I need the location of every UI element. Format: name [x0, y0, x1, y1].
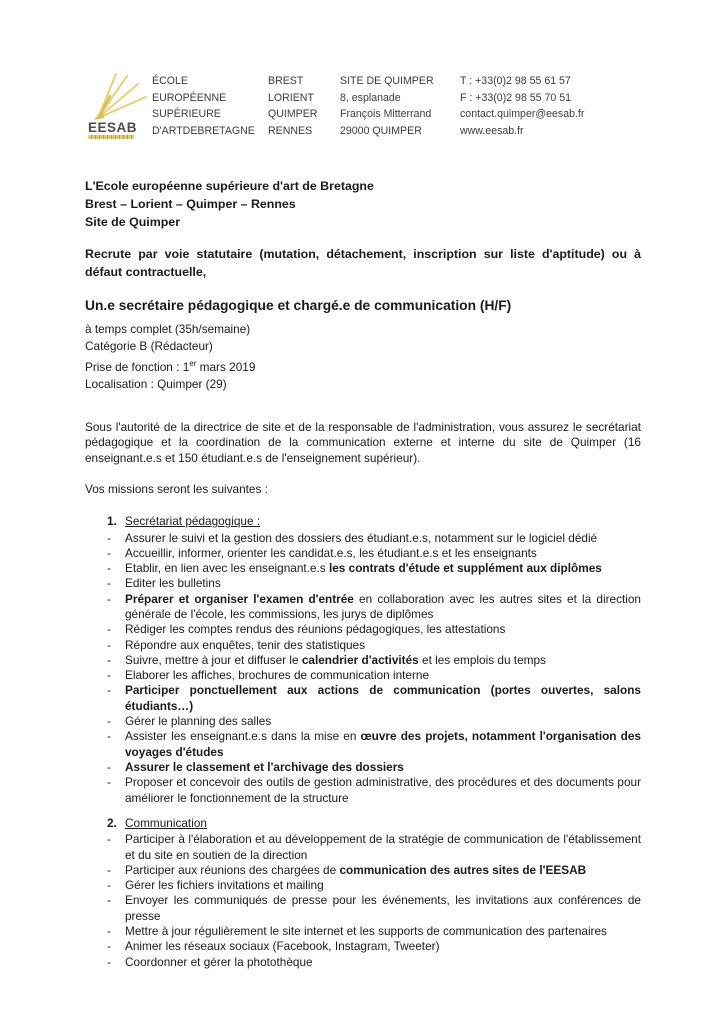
dash-bullet: - [107, 878, 111, 893]
mission-item-text [125, 683, 641, 714]
dash-bullet: - [107, 924, 111, 939]
text-run: Assurer le suivi et la gestion des dossiers des étudiant.e.s, notamment sur le logiciel dédié [125, 530, 598, 545]
letterhead-line: QUIMPER [268, 108, 318, 121]
dash-bullet: - [107, 652, 111, 667]
mission-item [85, 863, 641, 878]
section-title: Secrétariat pédagogique : [125, 514, 261, 529]
letterhead [0, 0, 724, 150]
mission-item-text [125, 878, 641, 893]
bold-text-run: les contrats d'étude et supplément aux diplômes [328, 561, 602, 576]
dash-bullet: - [107, 668, 111, 683]
job-detail-line [85, 338, 641, 355]
dash-bullet: - [107, 622, 111, 637]
text-run: Suivre, mettre à jour et diffuser le [125, 652, 302, 667]
letterhead-line: ÉCOLE [152, 75, 188, 87]
text-run: Animer les réseaux sociaux (Facebook, Instagram, Tweeter) [125, 939, 440, 954]
text-run: Envoyer les communiqués de presse pour les événements, les invitations aux conférences de presse [125, 893, 641, 923]
text-run: Assister les enseignant.e.s dans la mise en [125, 729, 361, 744]
section-number: 1. [107, 514, 117, 529]
text-run: Proposer et concevoir des outils de gestion administrative, des procédures et des documents pour améliorer le fonctionnement de la structure [125, 775, 641, 805]
mission-item [85, 622, 641, 637]
mission-item [85, 683, 641, 714]
letterhead-line: D'ARTDEBRETAGNE [152, 124, 255, 137]
letterhead-line: RENNES [268, 124, 313, 137]
letterhead-line: SUPÉRIEURE [152, 108, 221, 121]
text-run: Etablir, en lien avec les enseignant.e.s [125, 561, 329, 576]
text-run: Prise de fonction : 1 [85, 359, 190, 374]
text-run: et les emplois du temps [418, 652, 546, 667]
section-title: Communication [125, 815, 207, 830]
mission-item-text [125, 638, 641, 653]
dash-bullet: - [107, 545, 111, 560]
mission-item [85, 546, 641, 561]
document-body [85, 177, 641, 980]
text-run: Coordonner et gérer la photothèque [125, 954, 313, 969]
mission-item [85, 878, 641, 893]
text-run: Participer aux réunions des chargées de [125, 862, 340, 877]
dash-bullet: - [107, 683, 111, 698]
dash-bullet: - [107, 714, 111, 729]
mission-item [85, 832, 641, 863]
context-paragraph: Sous l'autorité de la directrice de site et de la responsable de l'administration, vous assurez le secrétariat pédagogique et la coordination de la communication externe et interne du site de Quimper (16 enseignant.e.s et 150 étudiant.e.s de l'enseignement supérieur). [85, 419, 641, 465]
job-detail-line [85, 376, 641, 393]
mission-item [85, 638, 641, 653]
mission-item-text [125, 546, 641, 561]
mission-item [85, 775, 641, 806]
job-detail-line [85, 355, 641, 376]
org-block [85, 177, 641, 231]
dash-bullet: - [107, 561, 111, 576]
mission-item [85, 668, 641, 683]
bold-text-run: communication des autres sites de l'EESAB [339, 862, 587, 877]
dash-bullet: - [107, 759, 111, 774]
mission-item-text [125, 775, 641, 806]
mission-item-text [125, 531, 641, 546]
mission-item [85, 760, 641, 775]
mission-section [85, 514, 641, 806]
mission-sections [85, 514, 641, 970]
mission-item [85, 576, 641, 591]
letterhead-line: contact.quimper@eesab.fr [460, 108, 585, 121]
mission-item-text [125, 863, 641, 878]
dash-bullet: - [107, 591, 111, 606]
dash-bullet: - [107, 729, 111, 744]
mission-item-text [125, 653, 641, 668]
letterhead-line: T : +33(0)2 98 55 61 57 [460, 75, 571, 87]
mission-item-text [125, 576, 641, 591]
mission-item [85, 653, 641, 668]
mission-item [85, 893, 641, 924]
text-run: à temps complet (35h/semaine) [85, 322, 251, 336]
text-run: er [189, 359, 197, 368]
text-run: mars 2019 [196, 359, 256, 374]
letterhead-address [340, 73, 434, 139]
mission-item [85, 955, 641, 970]
bold-text-run: œuvre des projets, notamment l'organisation des voyages d'études [125, 729, 641, 759]
mission-item-text [125, 668, 641, 683]
letterhead-line: François Mitterrand [340, 108, 432, 121]
mission-item [85, 561, 641, 576]
mission-item [85, 592, 641, 623]
text-run: Localisation : Quimper (29) [85, 376, 227, 391]
text-run: Elaborer les affiches, brochures de communication interne [125, 668, 430, 683]
letterhead-school-name [152, 73, 255, 139]
mission-item [85, 939, 641, 954]
dash-bullet: - [107, 576, 111, 591]
text-run: Participer à l'élaboration et au développement de la stratégie de communication de l'établissement et du site en soutien de la direction [125, 832, 641, 862]
letterhead-line: F : +33(0)2 98 55 70 51 [460, 91, 572, 104]
dash-bullet: - [107, 893, 111, 908]
dash-bullet: - [107, 530, 111, 545]
mission-item [85, 531, 641, 546]
letterhead-line: SITE DE QUIMPER [340, 75, 434, 87]
letterhead-line: 29000 QUIMPER [340, 124, 422, 137]
mission-item-text [125, 592, 641, 623]
mission-item-text [125, 729, 641, 760]
dash-bullet: - [107, 939, 111, 954]
mission-item-text [125, 622, 641, 637]
mission-item [85, 924, 641, 939]
text-run: Accueillir, informer, orienter les candidat.e.s, les étudiant.e.s et les enseignants [125, 545, 537, 560]
mission-section [85, 816, 641, 970]
section-header [85, 816, 641, 831]
text-run: en collaboration avec les autres sites et la direction générale de l'école, les commissions, les jurys de diplômes [125, 591, 641, 621]
text-run: Catégorie B (Rédacteur) [85, 339, 213, 353]
mission-item-text [125, 924, 641, 939]
text-run: Gérer le planning des salles [125, 714, 272, 729]
mission-item-text [125, 760, 641, 775]
dash-bullet: - [107, 775, 111, 790]
bold-text-run: Participer ponctuellement aux actions de communication (portes ouvertes, salons étudiants…) [125, 683, 641, 713]
mission-item-text [125, 832, 641, 863]
logo-rays-icon [86, 72, 148, 122]
mission-item-text [125, 893, 641, 924]
letterhead-line: EUROPÉENNE [152, 91, 227, 104]
letterhead-line: 8, esplanade [340, 91, 401, 104]
mission-item-text [125, 955, 641, 970]
text-run: Rédiger les comptes rendus des réunions pédagogiques, les attestations [125, 622, 506, 637]
section-header [85, 514, 641, 529]
mission-item-text [125, 939, 641, 954]
text-run: Répondre aux enquêtes, tenir des statistiques [125, 637, 366, 652]
letterhead-line: BREST [268, 75, 304, 87]
letterhead-line: www.eesab.fr [460, 124, 524, 137]
dash-bullet: - [107, 832, 111, 847]
recruit-line: Recrute par voie statutaire (mutation, détachement, inscription sur liste d'aptitude) ou à défaut contractuelle, [85, 247, 641, 279]
dash-bullet: - [107, 862, 111, 877]
mission-item-text [125, 561, 641, 576]
letterhead-contact [460, 73, 584, 139]
bold-text-run: Assurer le classement et l'archivage des dossiers [125, 759, 404, 774]
missions-intro: Vos missions seront les suivantes : [85, 481, 268, 496]
section-number: 2. [107, 815, 117, 830]
dash-bullet: - [107, 954, 111, 969]
text-run: Mettre à jour régulièrement le site internet et les supports de communication des partenaires [125, 924, 607, 939]
text-run: Editer les bulletins [125, 576, 221, 591]
text-run: Gérer les fichiers invitations et mailing [125, 878, 324, 893]
mission-item-text [125, 714, 641, 729]
dash-bullet: - [107, 637, 111, 652]
logo-tagline [88, 135, 134, 139]
org-site: Site de Quimper [85, 215, 181, 229]
org-title: L'Ecole européenne supérieure d'art de Bretagne [85, 179, 374, 193]
mission-item [85, 714, 641, 729]
bold-text-run: calendrier d'activités [301, 652, 419, 667]
job-details [85, 321, 641, 393]
org-sites: Brest – Lorient – Quimper – Rennes [85, 197, 296, 211]
letterhead-cities [268, 73, 317, 139]
eesab-logo [86, 72, 148, 140]
letterhead-line: LORIENT [268, 91, 314, 104]
bold-text-run: Préparer et organiser l'examen d'entrée [125, 591, 354, 606]
logo-text: EESAB [88, 120, 138, 135]
job-detail-line [85, 321, 641, 338]
mission-item [85, 729, 641, 760]
job-title: Un.e secrétaire pédagogique et chargé.e de communication (H/F) [85, 298, 512, 313]
